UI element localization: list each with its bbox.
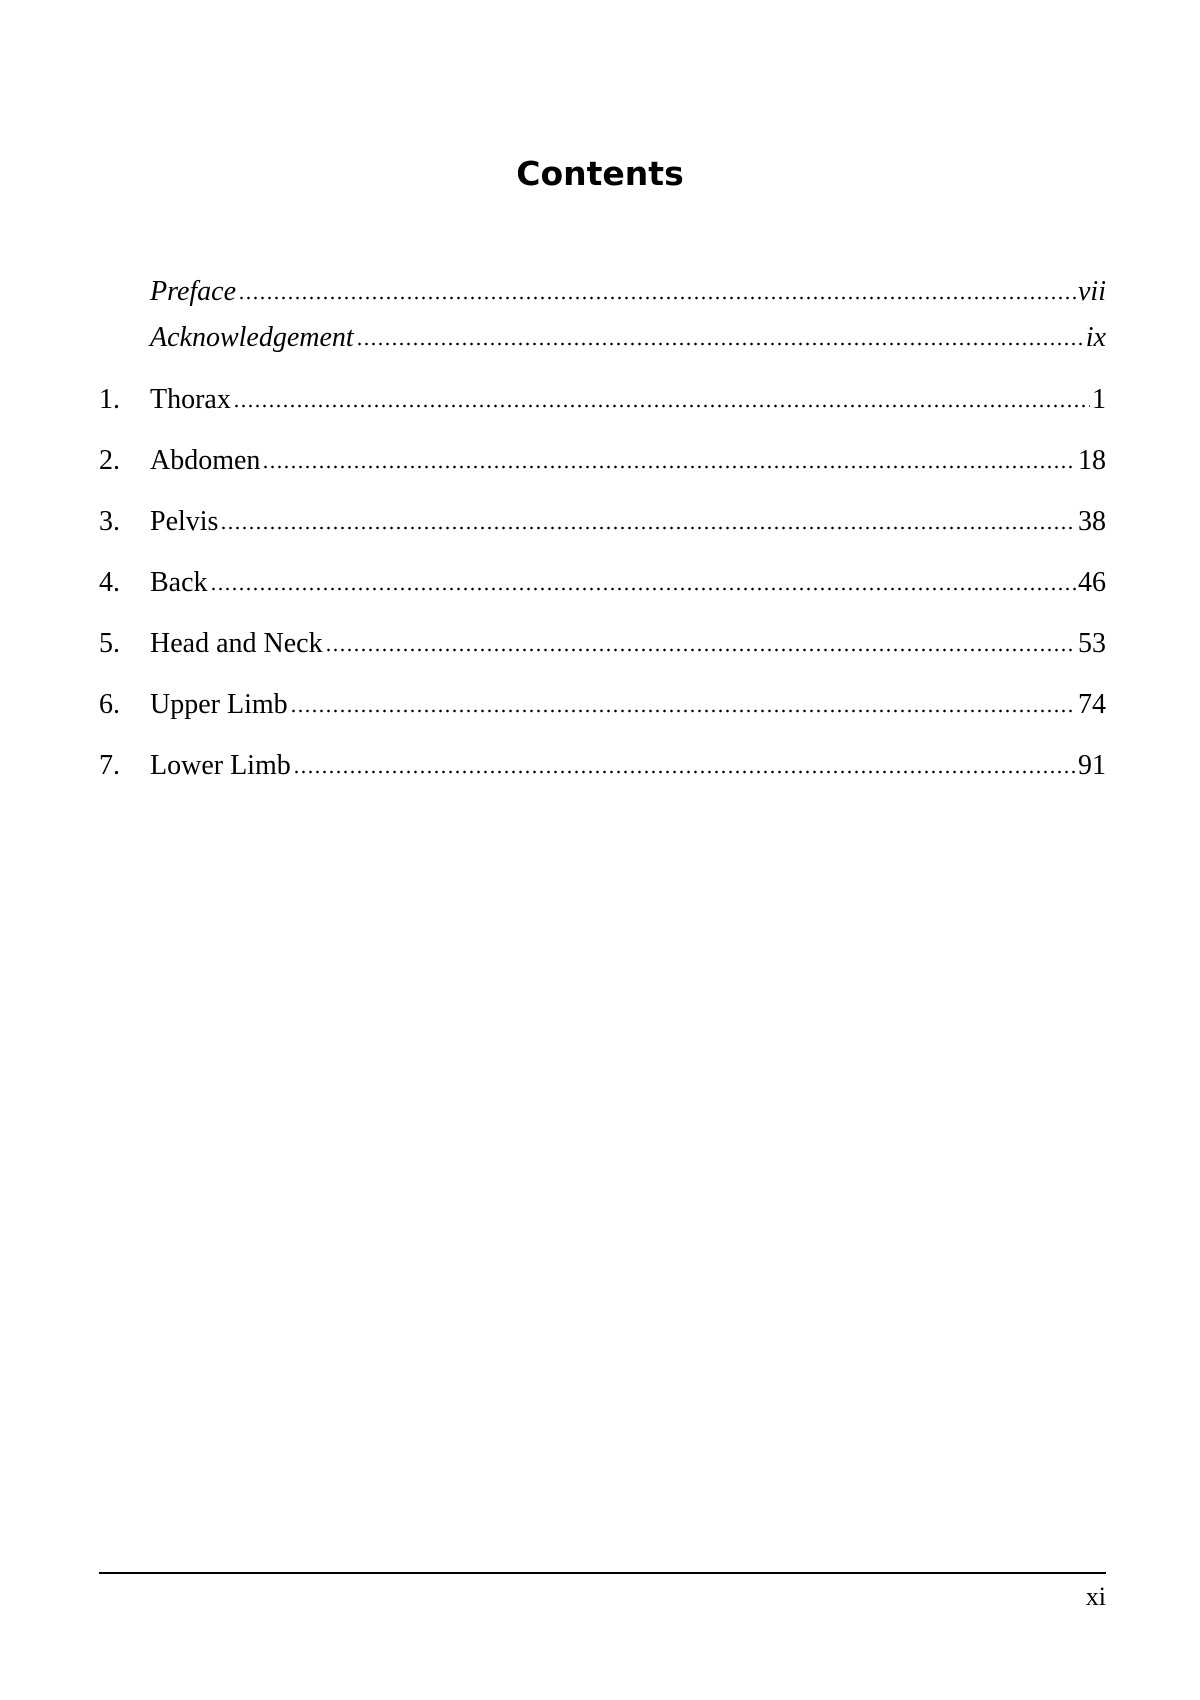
toc-entry-title: Thorax: [150, 384, 231, 415]
toc-page-number: 46: [1078, 567, 1106, 598]
toc-entry-line: [150, 624, 1106, 664]
dot-leader: [290, 691, 1076, 713]
toc-entry-chapter-7[interactable]: [0, 746, 1200, 786]
toc-page-number: 74: [1078, 689, 1106, 720]
chapter-number: 1.: [99, 384, 120, 415]
dot-leader: [238, 278, 1076, 300]
toc-entry-title: Back: [150, 567, 208, 598]
toc-entry-title: Pelvis: [150, 506, 219, 537]
footer-rule: [99, 1572, 1106, 1574]
toc-entry-chapter-2[interactable]: [0, 441, 1200, 481]
dot-leader: [210, 569, 1076, 591]
chapter-number: 7.: [99, 750, 120, 781]
toc-entry-title: Abdomen: [150, 445, 261, 476]
toc-entry-line: [150, 318, 1106, 358]
page-folio: xi: [1085, 1582, 1106, 1611]
toc-page-number: ix: [1085, 322, 1106, 353]
chapter-number: 2.: [99, 445, 120, 476]
toc-page-number: 1: [1092, 384, 1106, 415]
dot-leader: [233, 386, 1090, 408]
toc-entry-title: Lower Limb: [150, 750, 291, 781]
toc-page-number: 53: [1078, 628, 1106, 659]
dot-leader: [262, 447, 1076, 469]
toc-entry-chapter-1[interactable]: [0, 380, 1200, 420]
toc-entry-title: Preface: [150, 276, 237, 307]
toc-page-number: vii: [1078, 276, 1106, 307]
toc-entry-line: [150, 380, 1106, 420]
page-title: Contents: [516, 154, 684, 193]
toc-page-number: 38: [1078, 506, 1106, 537]
toc-entry-chapter-3[interactable]: [0, 502, 1200, 542]
chapter-number: 5.: [99, 628, 120, 659]
toc-entry-title: Upper Limb: [150, 689, 288, 720]
toc-entry-preface[interactable]: [0, 272, 1200, 312]
toc-entry-acknowledgement[interactable]: [0, 318, 1200, 358]
toc-entry-chapter-5[interactable]: [0, 624, 1200, 664]
dot-leader: [220, 508, 1076, 530]
toc-page-number: 91: [1078, 750, 1106, 781]
toc-entry-line: [150, 441, 1106, 481]
dot-leader: [293, 752, 1076, 774]
dot-leader: [356, 324, 1084, 346]
toc-entry-line: [150, 746, 1106, 786]
chapter-number: 6.: [99, 689, 120, 720]
toc-page-number: 18: [1078, 445, 1106, 476]
toc-entry-line: [150, 502, 1106, 542]
toc-entry-line: [150, 563, 1106, 603]
toc-entry-chapter-4[interactable]: [0, 563, 1200, 603]
toc-entry-line: [150, 685, 1106, 725]
dot-leader: [325, 630, 1076, 652]
toc-entry-title: Head and Neck: [150, 628, 323, 659]
toc-entry-chapter-6[interactable]: [0, 685, 1200, 725]
toc-entry-title: Acknowledgement: [150, 322, 354, 353]
toc-entry-line: [150, 272, 1106, 312]
chapter-number: 4.: [99, 567, 120, 598]
chapter-number: 3.: [99, 506, 120, 537]
